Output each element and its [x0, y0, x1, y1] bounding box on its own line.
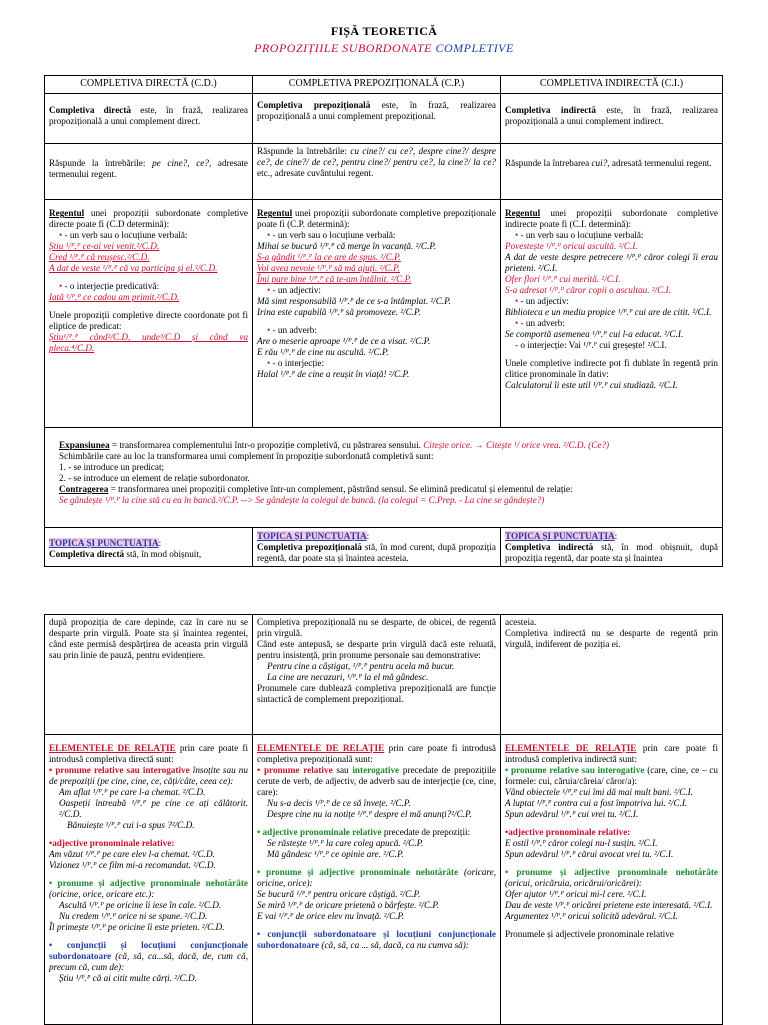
topica-cp: TOPICA ȘI PUNCTUAȚIA: Completiva prepozițională stă, în mod curent, după propoziția regentă, dar poate sta și înaintea acesteia.	[253, 528, 501, 567]
continuation-row	[45, 615, 723, 735]
questions-cp: Răspunde la întrebările: cu cine?/ cu ce?, despre cine?/ despre ce?, de cine?/ de ce?, pentru cine?/ pentru ce?, la cine?/ la ce? etc., adresate cuvântului regent.	[253, 144, 501, 200]
definition-ci: Completiva indirectă este, în frază, realizarea propozițională a unui complement indirect.	[501, 94, 723, 144]
header-cp: COMPLETIVA PREPOZIȚIONALĂ (C.P.)	[253, 76, 501, 94]
questions-row	[45, 144, 723, 200]
topica-cd: TOPICA ȘI PUNCTUAȚIA: Completiva directă stă, în mod obișnuit,	[45, 528, 253, 567]
theory-table-bottom	[44, 614, 723, 1025]
topica-row	[45, 528, 723, 567]
subtitle-blue: COMPLETIVE	[435, 41, 514, 55]
topica-ci: TOPICA ȘI PUNCTUAȚIA: Completiva indirectă stă, în mod obișnuit, după propoziția regentă, dar poate sta și înaintea	[501, 528, 723, 567]
page-break	[0, 585, 768, 614]
relation-cd: ELEMENTELE DE RELAȚIE prin care poate fi introdusă completiva directă sunt: • pronume relative sau interogative însoțite sau nu de prepoziții (pe cine, cine, ce, câți/câte, ceea ce): Am aflat ¹/ᴾ.ᴾ pe care l-a chemat. ²/C.D. Oaspeții întreabă ¹/ᴾ.ᴾ pe cine ce ați călătorit. ²/C.D. Bănuiește ¹/ᴾ.ᴾ cui i-a spus ?²/C.D. •adjective pronominale relative: Am văzut ¹/ᴾ.ᴾ pe care elev l-a chemat. ²/C.D. Vizionez ¹/ᴾ.ᴾ ce film mi-a recomandat. ²/C.D. • pronume și adjective pronominale nehotărâte (oricine, orice, oricare etc.): Ascultă ¹/ᴾ.ᴾ pe oricine îi iese în cale. ²/C.D. Nu credem ¹/ᴾ.ᴾ orice ni se spune. ²/C.D. Îl primește ¹/ᴾ.ᴾ pe oricine îi este prieten. ²/C.D. • conjuncții și locuțiuni conjuncționale subordonatoare (că, să, ca...să, dacă, de, cum că, precum că, cum de): Știu ¹/ᴾ.ᴾ că ai citit multe cărți. ²/C.D.	[45, 735, 253, 1025]
regent-row	[45, 200, 723, 428]
page-title: FIȘĂ TEORETICĂ	[330, 24, 438, 38]
continuation-ci: acesteia. Completiva indirectă nu se desparte de regentă prin virgulă, indiferent de poziția ei.	[501, 615, 723, 735]
definition-cd: Completiva directă este, în frază, realizarea propozițională a unui complement direct.	[45, 94, 253, 144]
relation-ci: ELEMENTELE DE RELAȚIE prin care poate fi introdusă completiva indirectă sunt: • pronume relative sau interogative (care, cine, ce – cu formele: cui, căruia/căreia/ căror/a): Vând obiectele ¹/ᴾ.ᴾ cui îmi dă mai mult bani. ²/C.I. A luptat ¹/ᴾ.ᴾ contra cui a fost împotriva lui. ²/C.I. Spun adevărul ¹/ᴾ.ᴾ cui vrei tu. ²/C.I. •adjective pronominale relative: E ostil ¹/ᴾ.ᴾ căror colegi nu-l susțin. ²/C.I. Spun adevărul ¹/ᴾ.ᴾ cărui avocat vrei tu. ²/C.I. • pronume și adjective pronominale nehotărâte (oricui, oricăruia, oricărui/oricărei): Ofer ajutor ¹/ᴾ.ᴾ oricui mi-l cere. ²/C.I. Dau de veste ¹/ᴾ.ᴾ oricărei prietene este interesată. ²/C.I. Argumentez ¹/ᴾ.ᴾ oricui solicită adevărul. ²/C.I. Pronumele și adjectivele pronominale relative	[501, 735, 723, 1025]
subtitle-red: PROPOZIȚIILE SUBORDONATE	[254, 41, 433, 55]
expansion-cell: Expansiunea = transformarea complementului într-o propoziție completivă, cu păstrarea sensului. Citește orice. → Citește ¹/ orice vrea. ²/C.D. (Ce?) Schimbările care au loc la transformarea unui complement în propoziție subordonată completivă sunt: 1. - se introduce un predicat; 2. - se introduce un element de relație subordonator. Contragerea = transformarea unei propoziții completive într-un complement, păstrând sensul. Se elimină predicatul și elementul de relație: Se gândește ¹/ᴾ.ᴾ la cine stă cu ea în bancă.²/C.P. --> Se gândește la colegul de bancă. (la colegul = C.Prep. - La cine se gândește?)	[45, 428, 723, 528]
header-cd: COMPLETIVA DIRECTĂ (C.D.)	[45, 76, 253, 94]
regent-cp: Regentul unei propoziții subordonate completive prepoziționale poate fi (C.P. determină): • - un verb sau o locuțiune verbală: Mihai se bucură ¹/ᴾ.ᴾ că merge în vacanță. ²/C.P. S-a gândit ¹/ᴾ.ᴾ la ce are de spus. ²/C.P. Voi avea nevoie ¹/ᴾ.ᴾ să mă ajuți. ²/C.P. Îmi pare bine ¹/ᴾ.ᴾ că te-am întâlnit. ²/C.P. • - un adjectiv: Mă simt responsabilă ¹/ᴾ.ᴾ de ce s-a întâmplat. ²/C.P. Irina este capabilă ¹/ᴾ.ᴾ să promoveze. ²/C.P. • - un adverb: Are o meserie aproape ¹/ᴾ.ᴾ de ce a visat. ²/C.P. E rău ¹/ᴾ.ᴾ de cine nu ascultă. ²/C.P. • - o interjecție: Halal ¹/ᴾ.ᴾ de cine a reușit în viață! ²/C.P.	[253, 200, 501, 428]
definition-row	[45, 94, 723, 144]
continuation-cd: după propoziția de care depinde, caz în care nu se desparte prin virgulă. Poate sta și înaintea regentei, când este permisă despărțirea de aceasta prin virgulă sau prin linie de pauză, pentru evidențiere.	[45, 615, 253, 735]
page-subtitle	[0, 41, 768, 56]
regent-cd: Regentul unei propoziții subordonate completive directe poate fi (C.D determină): • - un verb sau o locuțiune verbală: Știu ¹/ᴾ.ᴾ ce-ai vei venit.²/C.D. Cred ¹/ᴾ.ᴾ că reușesc.²/C.D. A dat de veste ¹/ᴾ.ᴾ că va participa și el.²/C.D. • - o interjecție predicativă: Iată ¹/ᴾ.ᴾ ce cadou am primit.²/C.D. Unele propoziții completive directe coordonate pot fi eliptice de predicat: Știu¹/ᴾ.ᴾ când²/C.D, unde³/C.D și când va pleca.⁴/C.D.	[45, 200, 253, 428]
regent-ci: Regentul unei propoziții subordonate completive indirecte poate fi (C.I. determină): • - un verb sau o locuțiune verbală: Povestește ¹/ᴾ.ᴾ oricui ascultă. ²/C.I. A dat de veste despre petrecere ¹/ᴾ.ᴾ căror colegi îi erau prieteni. ²/C.I. Ofer flori ¹/ᴾ.ᴾ cui merită. ²/C.I. S-a adresat ¹/ᴾ.ᴾ căror copii o ascultau. ²/C.I. • - un adjectiv: Biblioteca e un mediu propice ¹/ᴾ.ᴾ cui are de citit. ²/C.I. • - un adverb: Se comportă asemenea ¹/ᴾ.ᴾ cui l-a educat. ²/C.I. - o interjecție: Vai ¹/ᴾ.ᴾ cui greșește! ²/C.I. Unele completive indirecte pot fi dublate în regentă prin clitice pronominale în dativ: Calculatorul îi este util ¹/ᴾ.ᴾ cui studiază. ²/C.I.	[501, 200, 723, 428]
definition-cp: Completiva prepozițională este, în frază, realizarea propozițională a unui complement prepozițional.	[253, 94, 501, 144]
relation-cp: ELEMENTELE DE RELAȚIE prin care poate fi introdusă completiva prepozițională sunt: • pronume relative sau interogative precedate de prepozițiile cerute de verb, de adjectiv, de adverb sau de interjecție (ce, cine, care): Nu s-a decis ¹/ᴾ.ᴾ de ce să învețe. ²/C.P. Despre cine nu ia notițe ¹/ᴾ.ᴾ despre el mă anunți?²/C.P. • adjective pronominale relative precedate de prepoziții: Se răstește ¹/ᴾ.ᴾ la care coleg apucă. ²/C.P. Mă gândesc ¹/ᴾ.ᴾ ce opinie are. ²/C.P. • pronume și adjective pronominale nehotărâte (oricare, oricine, orice): Se bucură ¹/ᴾ.ᴾ pentru oricare câștigă. ²/C.P. Se miră ¹/ᴾ.ᴾ de oricare prietenă o bârfește. ²/C.P. E vai ¹/ᴾ.ᴾ de orice elev nu învață. ²/C.P. • conjuncții subordonatoare și locuțiuni conjuncționale subordonatoare (că, să, ca ... să, dacă, ca nu cumva să):	[253, 735, 501, 1025]
questions-ci: Răspunde la întrebarea cui?, adresată termenului regent.	[501, 144, 723, 200]
header-ci: COMPLETIVA INDIRECTĂ (C.I.)	[501, 76, 723, 94]
questions-cd: Răspunde la întrebările: pe cine?, ce?, adresate termenului regent.	[45, 144, 253, 200]
expansion-row	[45, 428, 723, 528]
continuation-cp: Completiva prepozițională nu se desparte, de obicei, de regentă prin virgulă. Când este antepusă, se desparte prin virgulă dacă este reluată, pentru insistență, prin pronume personale sau demonstrative: Pentru cine a câștigat, ¹/ᴾ.ᴾ pentru acela mă bucur. La cine are necazuri, ¹/ᴾ.ᴾ la el mă gândesc. Pronumele care dublează completiva prepozițională are funcție sintactică de complement prepozițional.	[253, 615, 501, 735]
table-header-row	[45, 76, 723, 94]
theory-table-top	[44, 75, 723, 567]
relation-elements-row	[45, 735, 723, 1025]
